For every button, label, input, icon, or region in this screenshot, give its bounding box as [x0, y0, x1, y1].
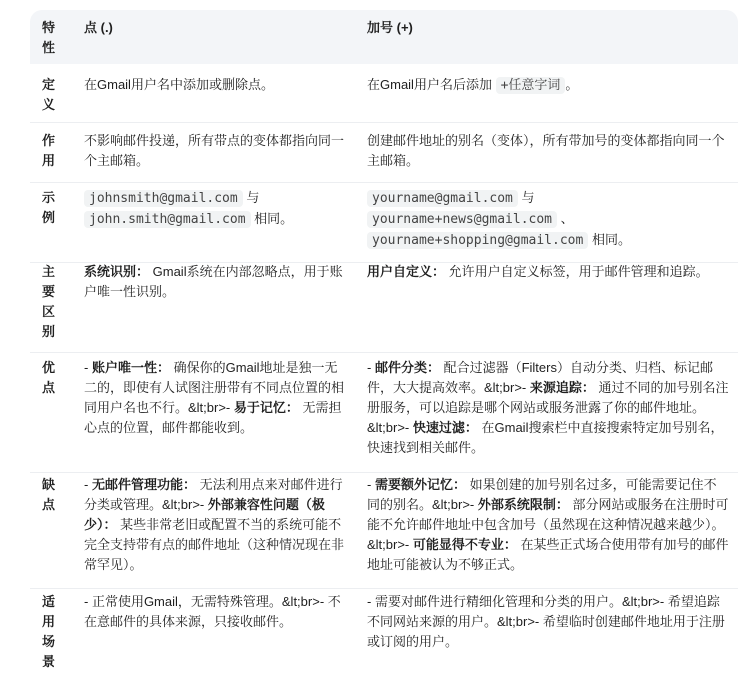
- pros-plus-bold: 快速过滤：: [412, 420, 478, 435]
- pros-plus-text: 通过不同的加号别名注册服务，可以追踪是哪个网站或服务泄露了你的邮件地址。&lt;br>-: [367, 380, 729, 435]
- pros-plus-bold: 邮件分类：: [374, 360, 440, 375]
- effect-dot: 不影响邮件投递，所有带点的变体都指向同一个主邮箱。: [84, 133, 345, 168]
- row-divider: [30, 588, 738, 589]
- pros-dot-text: 无需担心点的位置，邮件都能收到。: [84, 400, 342, 435]
- cons-plus-text: 在某些正式场合使用带有加号的邮件地址可能被认为不够正式。: [367, 537, 729, 572]
- row-divider: [30, 182, 738, 183]
- example-code: john.smith@gmail.com: [84, 211, 251, 228]
- pros-dot-prefix: -: [84, 360, 92, 375]
- difference-plus-text: 允许用户自定义标签，用于邮件管理和追踪。: [448, 264, 709, 279]
- definition-plus: [367, 75, 729, 96]
- pros-plus-text: 配合过滤器（Filters）自动分类、归档、标记邮件，大大提高效率。&lt;br>-: [367, 360, 713, 395]
- plus-syntax-code: +任意字词: [496, 77, 566, 94]
- cons-plus-prefix: -: [367, 477, 375, 492]
- cons-plus-bold: 需要额外记忆：: [374, 477, 466, 492]
- pros-plus: [367, 358, 729, 458]
- example-code: yourname@gmail.com: [367, 190, 518, 207]
- pros-dot-text: 确保你的Gmail地址是独一无二的，即使有人试图注册带有不同点位置的相同用户名也不行。&lt;br>-: [84, 360, 345, 415]
- example-text: 相同。: [254, 211, 294, 226]
- example-text: 、: [560, 211, 574, 226]
- suitable-plus: - 需要对邮件进行精细化管理和分类的用户。&lt;br>- 希望追踪不同网站来源的用户。&lt;br>- 希望临时创建邮件地址用于注册或订阅的用户。: [367, 594, 725, 649]
- pros-dot: [84, 358, 346, 438]
- definition-dot: 在Gmail用户名中添加或删除点。: [84, 77, 274, 92]
- cons-dot: [84, 475, 346, 575]
- comparison-table: [30, 10, 738, 678]
- difference-dot: [84, 262, 346, 302]
- difference-dot-text: Gmail系统在内部忽略点，用于账户唯一性识别。: [84, 264, 343, 299]
- cons-plus: [367, 475, 729, 575]
- example-plus: [367, 188, 729, 251]
- example-text: 与: [246, 190, 260, 205]
- example-code: yourname+news@gmail.com: [367, 211, 557, 228]
- row-label-example: 示例: [42, 190, 56, 225]
- row-label-pros: 优点: [42, 360, 56, 395]
- cons-plus-text: 如果创建的加号别名过多，可能需要记住不同的别名。&lt;br>-: [367, 477, 717, 512]
- definition-plus-pre: 在Gmail用户名后添加: [367, 77, 492, 92]
- cons-plus-bold: 外部系统限制：: [477, 497, 569, 512]
- difference-plus: [367, 262, 729, 282]
- row-divider: [30, 122, 738, 123]
- row-label-cons: 缺点: [42, 477, 56, 512]
- example-code: yourname+shopping@gmail.com: [367, 232, 588, 249]
- cons-dot-prefix: -: [84, 477, 92, 492]
- example-code: johnsmith@gmail.com: [84, 190, 243, 207]
- cons-plus-bold: 可能显得不专业：: [412, 537, 517, 552]
- cons-dot-text: 无法利用点来对邮件进行分类或管理。&lt;br>-: [84, 477, 343, 512]
- pros-plus-bold: 来源追踪：: [529, 380, 595, 395]
- pros-dot-bold: 账户唯一性：: [91, 360, 170, 375]
- cons-dot-bold: 无邮件管理功能：: [91, 477, 196, 492]
- row-divider: [30, 472, 738, 473]
- cons-dot-bold: 外部兼容性问题（极少）：: [84, 497, 325, 532]
- effect-plus: 创建邮件地址的别名（变体），所有带加号的变体都指向同一个主邮箱。: [367, 133, 725, 168]
- cons-plus-text: 部分网站或服务在注册时可能不允许邮件地址中包含加号（虽然现在这种情况越来越少）。&lt;br>-: [367, 497, 729, 552]
- row-label-difference: 主要区别: [42, 264, 56, 339]
- row-label-suitable: 适用场景: [42, 594, 56, 669]
- pros-plus-prefix: -: [367, 360, 375, 375]
- example-text: 与: [521, 190, 535, 205]
- example-dot: [84, 188, 346, 230]
- cons-dot-text: 某些非常老旧或配置不当的系统可能不完全支持带有点的邮件地址（这种情况现在非常罕见）。: [84, 517, 345, 572]
- example-text: 相同。: [591, 232, 631, 247]
- header-feature: 特性: [42, 20, 56, 55]
- header-plus: 加号 (+): [367, 20, 413, 35]
- pros-dot-bold: 易于记忆：: [233, 400, 299, 415]
- row-divider: [30, 352, 738, 353]
- header-dot: 点 (.): [84, 20, 113, 35]
- row-label-definition: 定义: [42, 77, 56, 112]
- pros-plus-text: 在Gmail搜索栏中直接搜索特定加号别名，快速找到相关邮件。: [367, 420, 724, 455]
- difference-plus-bold: 用户自定义：: [367, 264, 446, 279]
- suitable-dot: - 正常使用Gmail，无需特殊管理。&lt;br>- 不在意邮件的具体来源，只接收邮件。: [84, 594, 341, 629]
- row-label-effect: 作用: [42, 133, 56, 168]
- difference-dot-bold: 系统识别：: [84, 264, 150, 279]
- definition-plus-post: 。: [565, 77, 579, 92]
